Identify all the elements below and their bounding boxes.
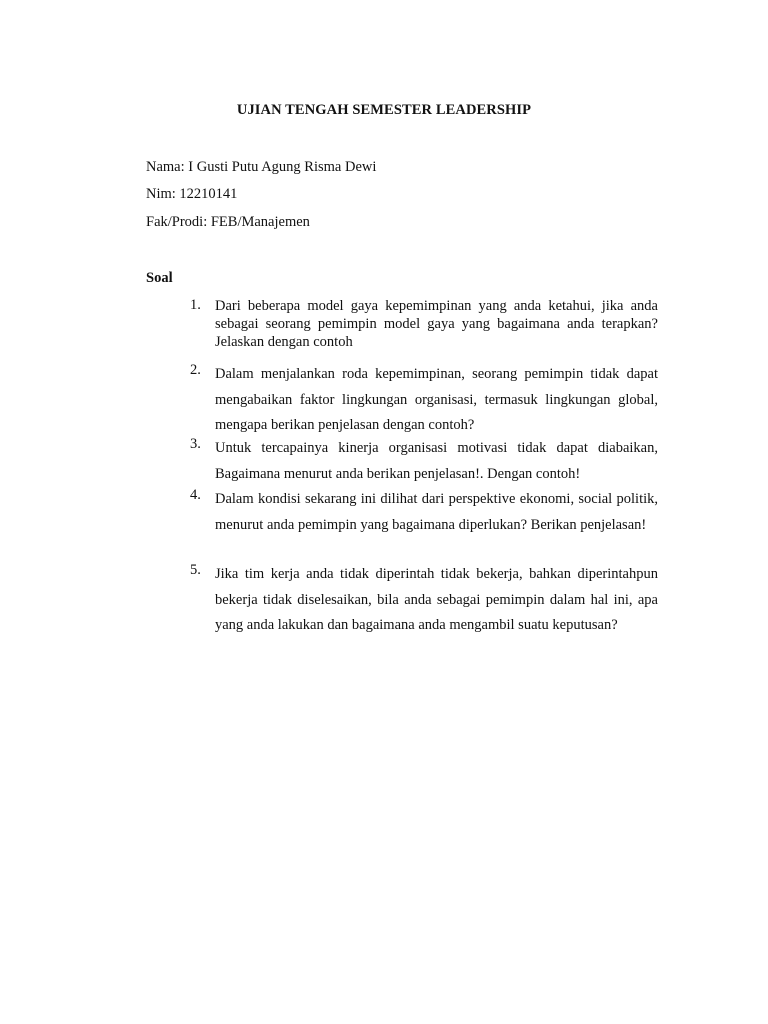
question-item: [190, 297, 658, 351]
student-faculty: Fak/Prodi: FEB/Manajemen: [146, 214, 310, 230]
question-text: Jika tim kerja anda tidak diperintah tidak bekerja, bahkan diperintahpun bekerja tidak diselesaikan, bila anda sebagai pemimpin dalam hal ini, apa yang anda lakukan dan bagaimana anda mengambil suatu keputusan?: [215, 566, 658, 633]
question-number: 2.: [190, 362, 201, 378]
question-text: Dalam menjalankan roda kepemimpinan, seorang pemimpin tidak dapat mengabaikan faktor lingkungan organisasi, termasuk lingkungan global, mengapa berikan penjelasan dengan contoh?: [215, 366, 658, 433]
question-number: 4.: [190, 487, 201, 503]
question-number: 3.: [190, 436, 201, 452]
question-item: [190, 487, 658, 538]
document-title: UJIAN TENGAH SEMESTER LEADERSHIP: [236, 102, 532, 118]
question-number: 5.: [190, 562, 201, 578]
question-number: 1.: [190, 297, 201, 313]
question-item: [190, 362, 658, 439]
question-text: Dalam kondisi sekarang ini dilihat dari perspektive ekonomi, social politik, menurut anda pemimpin yang bagaimana diperlukan? Berikan penjelasan!: [215, 491, 658, 533]
question-text: Dari beberapa model gaya kepemimpinan yang anda ketahui, jika anda sebagai seorang pemimpin model gaya yang bagaimana anda terapkan? Jelaskan dengan contoh: [215, 298, 658, 350]
student-nim: Nim: 12210141: [146, 186, 238, 202]
question-text: Untuk tercapainya kinerja organisasi motivasi tidak dapat diabaikan, Bagaimana menurut anda berikan penjelasan!. Dengan contoh!: [215, 440, 658, 482]
question-item: [190, 436, 658, 487]
soal-heading: Soal: [146, 270, 173, 286]
student-name: Nama: I Gusti Putu Agung Risma Dewi: [146, 159, 377, 175]
question-item: [190, 562, 658, 639]
